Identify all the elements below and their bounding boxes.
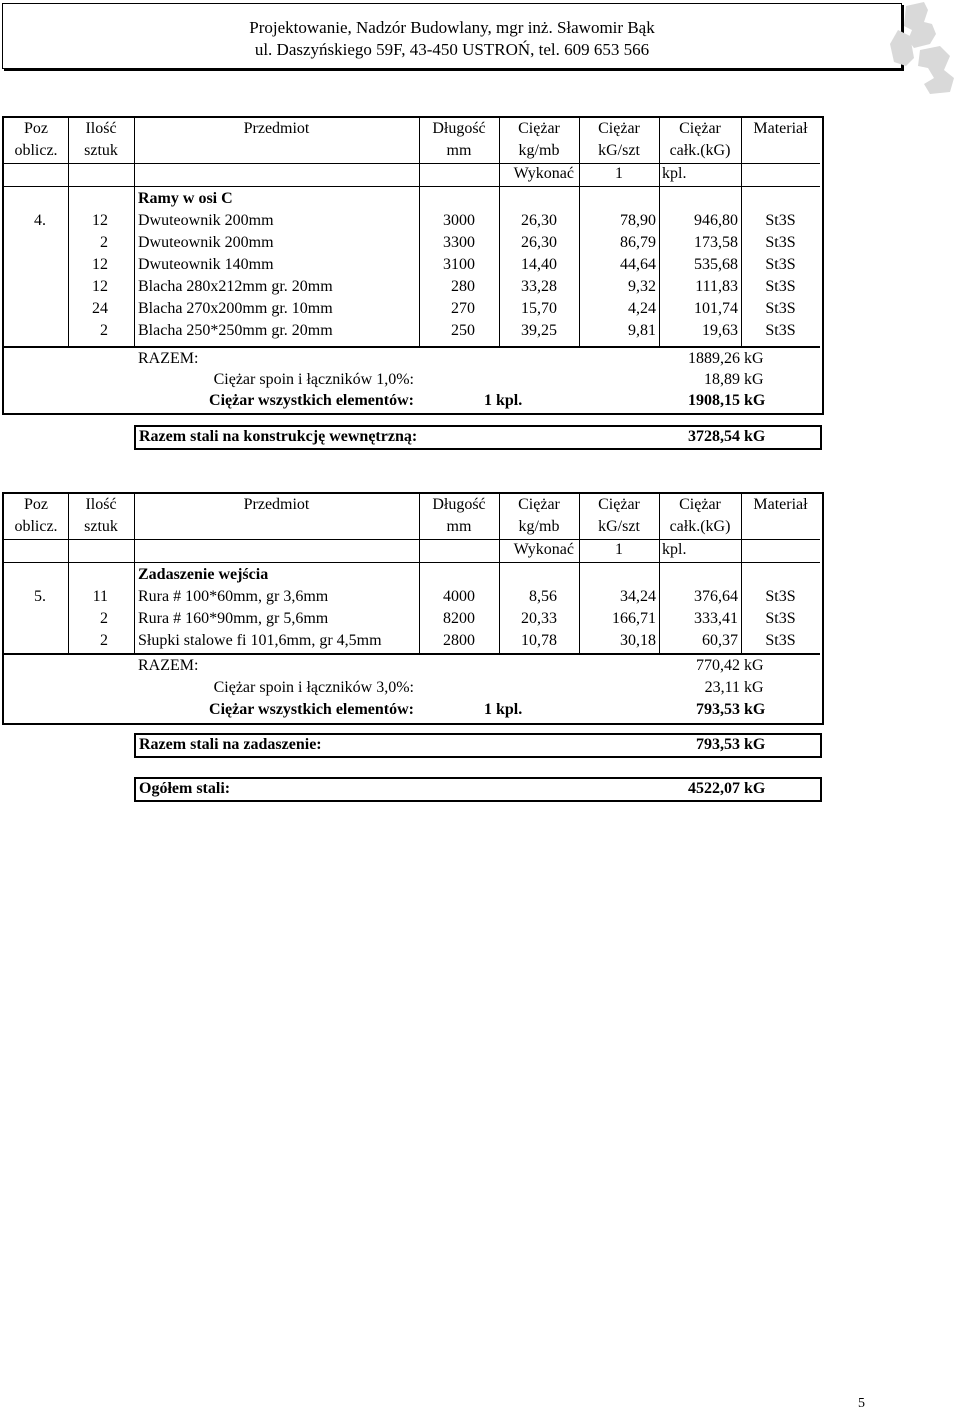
cell-mat: St3S <box>765 278 796 295</box>
spoin-label: Ciężar spoin i łączników 3,0%: <box>213 679 414 696</box>
razem-unit: kG <box>744 657 764 674</box>
cell-kgszt: 44,64 <box>620 256 656 273</box>
summary-unit: kG <box>744 736 766 753</box>
col-ilosc: Ilość <box>85 120 117 137</box>
col-ciezar-mb: Ciężar <box>518 120 560 137</box>
total-label: Ogółem stali: <box>139 780 231 797</box>
cell-kgmb: 20,33 <box>521 610 557 627</box>
col-dlugosc: Długość <box>432 496 486 513</box>
cell-mat: St3S <box>765 610 796 627</box>
cell-qty: 2 <box>100 610 108 627</box>
cell-kgszt: 30,18 <box>620 632 656 649</box>
wykonac-unit: kpl. <box>662 165 687 182</box>
all-count: 1 kpl. <box>484 392 523 409</box>
cell-mat: St3S <box>765 632 796 649</box>
cell-kgmb: 26,30 <box>521 212 557 229</box>
summary-value: 793,53 <box>696 736 740 753</box>
cell-kgmb: 39,25 <box>521 322 557 339</box>
cell-kgszt: 86,79 <box>620 234 656 251</box>
cell-kgszt: 166,71 <box>612 610 656 627</box>
spoin-value: 23,11 <box>704 679 740 696</box>
col-ciezar-total-2: całk.(kG) <box>669 518 731 535</box>
col-dlugosc-2: mm <box>446 142 472 159</box>
cell-kgmb: 8,56 <box>529 588 557 605</box>
cell-total: 946,80 <box>694 212 738 229</box>
section-poz: 4. <box>34 212 46 229</box>
company-logo <box>884 0 960 96</box>
total-value: 4522,07 <box>688 780 740 797</box>
cell-kgszt: 9,32 <box>628 278 656 295</box>
cell-name: Blacha 270x200mm gr. 10mm <box>138 300 333 317</box>
col-material: Materiał <box>753 120 808 137</box>
cell-len: 3000 <box>443 212 475 229</box>
wykonac-label: Wykonać <box>513 541 574 558</box>
col-material: Materiał <box>753 496 808 513</box>
col-ciezar-total-2: całk.(kG) <box>669 142 731 159</box>
col-ciezar-total: Ciężar <box>679 496 721 513</box>
col-ciezar-total: Ciężar <box>679 120 721 137</box>
letterhead-line-1: Projektowanie, Nadzór Budowlany, mgr inż. Sławomir Bąk <box>249 18 655 37</box>
wykonac-count: 1 <box>615 541 623 558</box>
cell-name: Blacha 250*250mm gr. 20mm <box>138 322 333 339</box>
summary-unit: kG <box>744 428 766 445</box>
section-title: Zadaszenie wejścia <box>138 566 269 583</box>
summary-value: 3728,54 <box>688 428 740 445</box>
spoin-value: 18,89 <box>704 371 740 388</box>
cell-kgmb: 14,40 <box>521 256 557 273</box>
cell-name: Dwuteownik 200mm <box>138 212 274 229</box>
razem-value: 770,42 <box>696 657 740 674</box>
spoin-unit: kG <box>744 371 764 388</box>
all-value: 793,53 <box>696 701 740 718</box>
cell-qty: 2 <box>100 322 108 339</box>
col-przedmiot: Przedmiot <box>243 120 310 137</box>
cell-qty: 12 <box>92 212 108 229</box>
col-ilosc-2: sztuk <box>84 518 118 535</box>
cell-kgmb: 26,30 <box>521 234 557 251</box>
cell-qty: 2 <box>100 234 108 251</box>
cell-kgszt: 9,81 <box>628 322 656 339</box>
razem-unit: kG <box>744 350 764 367</box>
col-ciezar-szt: Ciężar <box>598 496 640 513</box>
cell-kgmb: 15,70 <box>521 300 557 317</box>
cell-len: 270 <box>451 300 475 317</box>
cell-qty: 24 <box>92 300 108 317</box>
cell-mat: St3S <box>765 256 796 273</box>
cell-mat: St3S <box>765 212 796 229</box>
cell-len: 3300 <box>443 234 475 251</box>
cell-total: 535,68 <box>694 256 738 273</box>
summary-label: Razem stali na zadaszenie: <box>139 736 322 753</box>
cell-total: 376,64 <box>694 588 738 605</box>
spoin-unit: kG <box>744 679 764 696</box>
col-ciezar-mb: Ciężar <box>518 496 560 513</box>
cell-qty: 12 <box>92 278 108 295</box>
col-ciezar-szt: Ciężar <box>598 120 640 137</box>
cell-qty: 12 <box>92 256 108 273</box>
col-ciezar-szt-2: kG/szt <box>598 518 640 535</box>
all-label: Ciężar wszystkich elementów: <box>209 392 414 409</box>
col-ilosc: Ilość <box>85 496 117 513</box>
wykonac-count: 1 <box>615 165 623 182</box>
cell-mat: St3S <box>765 322 796 339</box>
cell-name: Rura # 160*90mm, gr 5,6mm <box>138 610 329 627</box>
section-poz: 5. <box>34 588 46 605</box>
cell-name: Dwuteownik 200mm <box>138 234 274 251</box>
cell-len: 2800 <box>443 632 475 649</box>
cell-len: 8200 <box>443 610 475 627</box>
cell-len: 280 <box>451 278 475 295</box>
all-count: 1 kpl. <box>484 701 523 718</box>
letterhead <box>2 3 902 69</box>
cell-mat: St3S <box>765 234 796 251</box>
cell-qty: 11 <box>92 588 108 605</box>
all-unit: kG <box>744 392 766 409</box>
cell-kgszt: 4,24 <box>628 300 656 317</box>
razem-value: 1889,26 <box>688 350 740 367</box>
wykonac-label: Wykonać <box>513 165 574 182</box>
col-poz-2: oblicz. <box>14 142 58 159</box>
all-unit: kG <box>744 701 766 718</box>
col-przedmiot: Przedmiot <box>243 496 310 513</box>
cell-total: 101,74 <box>694 300 738 317</box>
letterhead-line-2: ul. Daszyńskiego 59F, 43-450 USTROŃ, tel. 609 653 566 <box>254 40 650 59</box>
cell-kgmb: 33,28 <box>521 278 557 295</box>
cell-total: 60,37 <box>702 632 738 649</box>
razem-label: RAZEM: <box>138 350 199 367</box>
spoin-label: Ciężar spoin i łączników 1,0%: <box>213 371 414 388</box>
cell-name: Dwuteownik 140mm <box>138 256 274 273</box>
cell-qty: 2 <box>100 632 108 649</box>
col-ilosc-2: sztuk <box>84 142 118 159</box>
cell-kgmb: 10,78 <box>521 632 557 649</box>
col-poz: Poz <box>24 120 48 137</box>
cell-len: 250 <box>451 322 475 339</box>
col-poz-2: oblicz. <box>14 518 58 535</box>
cell-kgszt: 34,24 <box>620 588 656 605</box>
section-title: Ramy w osi C <box>138 190 233 207</box>
col-dlugosc: Długość <box>432 120 486 137</box>
cell-len: 3100 <box>443 256 475 273</box>
cell-name: Słupki stalowe fi 101,6mm, gr 4,5mm <box>138 632 382 649</box>
summary-label: Razem stali na konstrukcję wewnętrzną: <box>139 428 418 445</box>
col-ciezar-mb-2: kg/mb <box>518 142 560 159</box>
all-label: Ciężar wszystkich elementów: <box>209 701 414 718</box>
all-value: 1908,15 <box>688 392 740 409</box>
col-ciezar-mb-2: kg/mb <box>518 518 560 535</box>
cell-total: 111,83 <box>695 278 738 295</box>
page-number: 5 <box>858 1396 865 1411</box>
cell-total: 173,58 <box>694 234 738 251</box>
razem-label: RAZEM: <box>138 657 199 674</box>
cell-kgszt: 78,90 <box>620 212 656 229</box>
col-poz: Poz <box>24 496 48 513</box>
col-ciezar-szt-2: kG/szt <box>598 142 640 159</box>
cell-name: Rura # 100*60mm, gr 3,6mm <box>138 588 329 605</box>
cell-mat: St3S <box>765 588 796 605</box>
cell-len: 4000 <box>443 588 475 605</box>
total-unit: kG <box>744 780 766 797</box>
cell-total: 19,63 <box>702 322 738 339</box>
cell-mat: St3S <box>765 300 796 317</box>
cell-name: Blacha 280x212mm gr. 20mm <box>138 278 333 295</box>
cell-total: 333,41 <box>694 610 738 627</box>
wykonac-unit: kpl. <box>662 541 687 558</box>
col-dlugosc-2: mm <box>446 518 472 535</box>
